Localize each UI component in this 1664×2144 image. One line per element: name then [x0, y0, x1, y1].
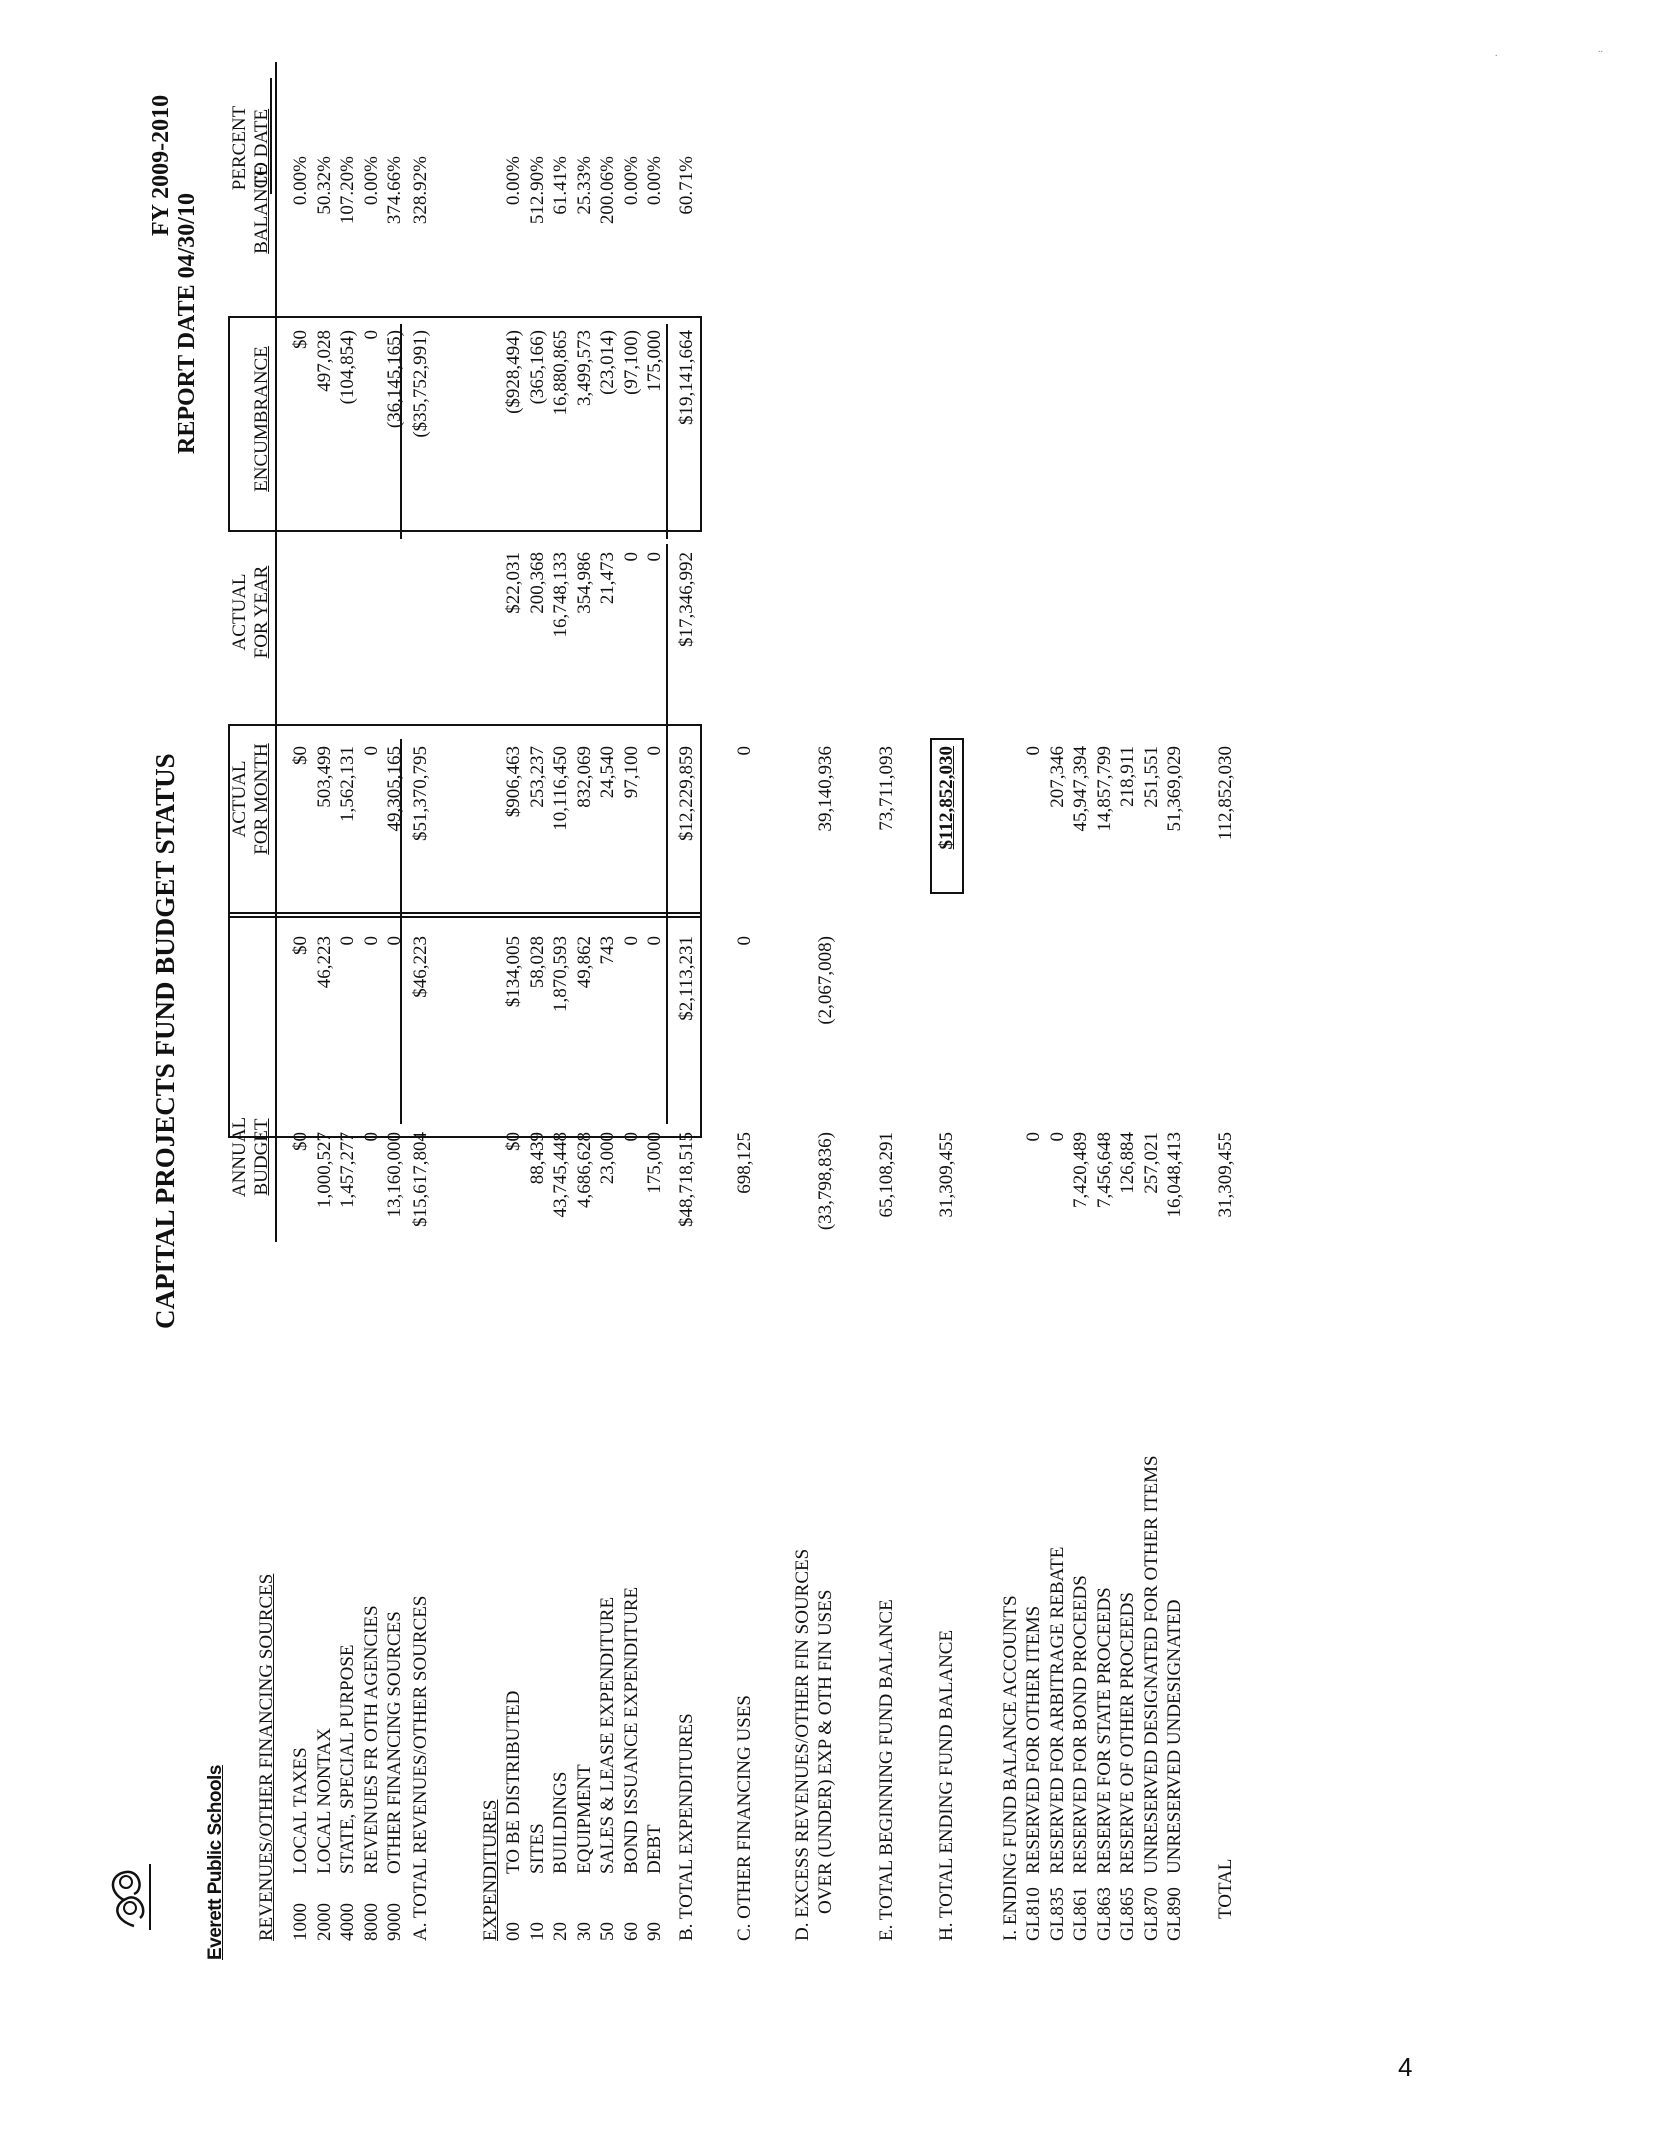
expenditure-budget: 0 [621, 1132, 642, 1142]
scan-speck: .. [1598, 44, 1603, 55]
col-header-line: ACTUAL [229, 573, 250, 651]
ending-balance-year-box [930, 738, 964, 894]
expenditure-label: BOND ISSUANCE EXPENDITURE [621, 1586, 642, 1874]
expenditure-balance: (23,014) [597, 330, 618, 395]
revenue-balance: 497,028 [314, 330, 335, 392]
revenue-label: OTHER FINANCING SOURCES [384, 1611, 405, 1874]
expenditure-actual-year: 97,100 [621, 746, 642, 799]
expenditure-actual-year: 832,069 [574, 746, 595, 808]
expenditure-actual-month: 0 [621, 936, 642, 946]
expenditure-encumbrance: $22,031 [503, 552, 524, 614]
revenue-code: 8000 [361, 1903, 382, 1941]
revenue-label: STATE, SPECIAL PURPOSE [337, 1644, 358, 1874]
account-label: RESERVED FOR BOND PROCEEDS [1070, 1575, 1091, 1874]
total-expenditures-budget: $48,718,515 [676, 1132, 697, 1227]
expenditure-balance: 16,880,865 [550, 330, 571, 416]
account-code: GL810 [1023, 1887, 1044, 1941]
annual-budget-box [228, 912, 702, 1138]
scan-speck: . [1495, 48, 1498, 59]
revenue-balance: (36,145,165) [384, 330, 405, 429]
ending-balance-year: $112,852,030 [936, 746, 957, 850]
expenditure-budget: 23,000 [597, 1132, 618, 1185]
account-year: 218,911 [1117, 746, 1138, 808]
page-number: 4 [1398, 2052, 1413, 2082]
total-revenues-label: A. TOTAL REVENUES/OTHER SOURCES [410, 1595, 431, 1941]
expenditure-actual-year: 0 [644, 746, 665, 756]
revenue-budget: 1,457,277 [337, 1132, 358, 1208]
account-year: 45,947,394 [1070, 746, 1091, 832]
revenue-label: LOCAL TAXES [290, 1747, 311, 1874]
expenditure-label: EQUIPMENT [574, 1764, 595, 1874]
total-year: 112,852,030 [1215, 746, 1236, 841]
revenue-code: 2000 [314, 1903, 335, 1941]
total-label: TOTAL [1215, 1858, 1236, 1919]
col-header-actual-year [229, 537, 273, 687]
total-expenditures-year: $12,229,859 [676, 746, 697, 841]
excess-budget: (33,798,836) [815, 1132, 836, 1231]
expenditure-encumbrance: 0 [621, 552, 642, 562]
account-budget: 7,456,648 [1094, 1132, 1115, 1208]
col-header-percent-line1: PERCENT [229, 105, 250, 191]
balance-box [228, 316, 702, 532]
expenditure-balance: (97,100) [621, 330, 642, 395]
total-expenditures-month: $2,113,231 [676, 936, 697, 1021]
expenditure-percent: 0.00% [503, 156, 524, 206]
report-date: REPORT DATE 04/30/10 [174, 193, 200, 454]
expenditure-encumbrance: 0 [644, 552, 665, 562]
account-budget: 7,420,489 [1070, 1132, 1091, 1208]
expenditure-code: 20 [550, 1922, 571, 1941]
revenue-budget: $0 [290, 1132, 311, 1151]
revenue-actual-month: $0 [290, 936, 311, 955]
col-header-line: FOR YEAR [251, 565, 272, 659]
fiscal-year: FY 2009-2010 [148, 94, 174, 236]
revenue-actual-month: 0 [361, 936, 382, 946]
expenditure-label: SALES & LEASE EXPENDITURE [597, 1596, 618, 1874]
other-uses-label: C. OTHER FINANCING USES [734, 1695, 755, 1941]
percent-header-double-rule [270, 78, 272, 194]
revenues-heading: REVENUES/OTHER FINANCING SOURCES [256, 1573, 277, 1941]
account-budget: 0 [1023, 1132, 1044, 1142]
expenditure-percent: 512.90% [527, 156, 548, 225]
expenditure-budget: 43,745,448 [550, 1132, 571, 1218]
account-label: RESERVED FOR ARBITRAGE REBATE [1047, 1546, 1068, 1874]
account-label: UNRESERVED UNDESIGNATED [1164, 1599, 1185, 1874]
col-header-percent-line2: TO DATE [251, 108, 272, 188]
revenue-actual-year: $0 [290, 746, 311, 765]
total-budget: 31,309,455 [1215, 1132, 1236, 1218]
ending-balance-budget: 31,309,455 [936, 1132, 957, 1218]
revenue-percent: 0.00% [361, 156, 382, 206]
revenue-percent: 374.66% [384, 156, 405, 225]
total-expenditures-balance: $19,141,664 [676, 330, 697, 425]
total-revenues-month: $46,223 [410, 936, 431, 998]
total-expenditures-label: B. TOTAL EXPENDITURES [676, 1713, 697, 1941]
expenditure-percent: 61.41% [550, 156, 571, 215]
beginning-balance-year: 73,711,093 [876, 746, 897, 831]
total-expenditures-percent: 60.71% [676, 156, 697, 215]
account-code: GL863 [1094, 1887, 1115, 1941]
total-revenues-balance: ($35,752,991) [410, 330, 431, 438]
col-header-line: BUDGET [251, 1118, 272, 1196]
expenditure-percent: 25.33% [574, 156, 595, 215]
revenue-budget: 0 [361, 1132, 382, 1142]
expenditure-actual-month: 49,862 [574, 936, 595, 989]
revenue-actual-month: 0 [384, 936, 405, 946]
expenditure-budget: 4,686,628 [574, 1132, 595, 1208]
beginning-balance-label: E. TOTAL BEGINNING FUND BALANCE [876, 1599, 897, 1941]
account-label: RESERVE OF OTHER PROCEEDS [1117, 1592, 1138, 1874]
account-year: 14,857,799 [1094, 746, 1115, 832]
account-code: GL835 [1047, 1887, 1068, 1941]
excess-year: 39,140,936 [815, 746, 836, 832]
total-revenues-percent: 328.92% [410, 156, 431, 225]
total-revenues-year: $51,370,795 [410, 746, 431, 841]
account-budget: 0 [1047, 1132, 1068, 1142]
expenditure-code: 50 [597, 1922, 618, 1941]
col-header-encumbrance: ENCUMBRANCE [251, 346, 272, 492]
revenue-code: 4000 [337, 1903, 358, 1941]
revenue-percent: 107.20% [337, 156, 358, 225]
revenue-code: 1000 [290, 1903, 311, 1941]
total-revenues-budget: $15,617,804 [410, 1132, 431, 1227]
account-code: GL890 [1164, 1887, 1185, 1941]
account-year: 207,346 [1047, 746, 1068, 808]
school-logo-icon [94, 1854, 164, 1934]
revenue-percent: 0.00% [290, 156, 311, 206]
expenditure-encumbrance: 16,748,133 [550, 552, 571, 638]
expenditure-code: 10 [527, 1922, 548, 1941]
account-label: RESERVE FOR STATE PROCEEDS [1094, 1587, 1115, 1874]
excess-label-line1: D. EXCESS REVENUES/OTHER FIN SOURCES [792, 1548, 813, 1941]
account-code: GL870 [1141, 1887, 1162, 1941]
other-uses-month: 0 [734, 936, 755, 946]
revenue-actual-month: 46,223 [314, 936, 335, 989]
col-header-line: FOR MONTH [251, 743, 272, 855]
excess-month: (2,067,008) [815, 936, 836, 1025]
account-year: 0 [1023, 746, 1044, 756]
account-label: RESERVED FOR OTHER ITEMS [1023, 1605, 1044, 1874]
col-header-line: ANNUAL [229, 1116, 250, 1198]
expenditure-label: DEBT [644, 1824, 665, 1874]
expenditure-actual-year: $906,463 [503, 746, 524, 818]
expenditure-label: BUILDINGS [550, 1771, 571, 1874]
revenue-actual-month: 0 [337, 936, 358, 946]
revenue-label: LOCAL NONTAX [314, 1727, 335, 1874]
account-year: 251,551 [1141, 746, 1162, 808]
revenue-label: REVENUES FR OTH AGENCIES [361, 1605, 382, 1874]
expenditure-percent: 0.00% [621, 156, 642, 206]
revenue-percent: 50.32% [314, 156, 335, 215]
expenditure-balance: (365,166) [527, 330, 548, 405]
expenditure-label: TO BE DISTRIBUTED [503, 1690, 524, 1874]
revenue-actual-year: 49,305,165 [384, 746, 405, 832]
accounts-heading: I. ENDING FUND BALANCE ACCOUNTS [1000, 1595, 1021, 1941]
revenue-balance: 0 [361, 330, 382, 340]
expenditure-code: 90 [644, 1922, 665, 1941]
account-label: UNRESERVED DESIGNATED FOR OTHER ITEMS [1141, 1455, 1162, 1874]
expenditure-actual-year: 10,116,450 [550, 746, 571, 831]
actual-year-box [228, 724, 702, 918]
revenue-actual-year: 503,499 [314, 746, 335, 808]
expenditure-actual-month: $134,005 [503, 936, 524, 1008]
revenue-actual-year: 1,562,131 [337, 746, 358, 822]
other-uses-year: 0 [734, 746, 755, 756]
account-budget: 257,021 [1141, 1132, 1162, 1194]
expenditure-budget: 88,439 [527, 1132, 548, 1185]
expenditure-code: 00 [503, 1922, 524, 1941]
revenue-actual-year: 0 [361, 746, 382, 756]
account-budget: 126,884 [1117, 1132, 1138, 1194]
expenditure-encumbrance: 354,986 [574, 552, 595, 614]
account-year: 51,369,029 [1164, 746, 1185, 832]
account-budget: 16,048,413 [1164, 1132, 1185, 1218]
expenditure-actual-month: 0 [644, 936, 665, 946]
excess-label-line2: OVER (UNDER) EXP & OTH FIN USES [815, 1589, 836, 1914]
organization-name: Everett Public Schools [205, 1765, 226, 1960]
revenue-budget: 1,000,527 [314, 1132, 335, 1208]
expenditure-actual-year: 24,540 [597, 746, 618, 799]
expenditure-balance: 3,499,573 [574, 330, 595, 406]
account-code: GL861 [1070, 1887, 1091, 1941]
expenditure-budget: $0 [503, 1132, 524, 1151]
total-expenditures-encumbrance: $17,346,992 [676, 552, 697, 647]
expenditure-balance: 175,000 [644, 330, 665, 392]
account-code: GL865 [1117, 1887, 1138, 1941]
report-title: CAPITAL PROJECTS FUND BUDGET STATUS [150, 753, 180, 1329]
expenditure-encumbrance: 200,368 [527, 552, 548, 614]
expenditure-percent: 0.00% [644, 156, 665, 206]
other-uses-budget: 698,125 [734, 1132, 755, 1194]
col-header-balance: BALANCE [251, 164, 272, 254]
expenditure-actual-month: 58,028 [527, 936, 548, 989]
expenditure-label: SITES [527, 1823, 548, 1874]
expenditure-actual-year: 253,237 [527, 746, 548, 808]
ending-balance-label: H. TOTAL ENDING FUND BALANCE [936, 1629, 957, 1941]
revenue-balance: (104,854) [337, 330, 358, 405]
col-header-line: ACTUAL [229, 760, 250, 838]
expenditure-code: 30 [574, 1922, 595, 1941]
expenditure-encumbrance: 21,473 [597, 552, 618, 605]
expenditure-actual-month: 1,870,593 [550, 936, 571, 1012]
beginning-balance-budget: 65,108,291 [876, 1132, 897, 1218]
expenditure-balance: ($928,494) [503, 330, 524, 414]
expenditure-budget: 175,000 [644, 1132, 665, 1194]
revenue-code: 9000 [384, 1903, 405, 1941]
revenue-budget: 13,160,000 [384, 1132, 405, 1218]
revenue-balance: $0 [290, 330, 311, 349]
expenditures-heading: EXPENDITURES [480, 1799, 501, 1941]
expenditure-code: 60 [621, 1922, 642, 1941]
expenditure-percent: 200.06% [597, 156, 618, 225]
expenditure-actual-month: 743 [597, 936, 618, 965]
